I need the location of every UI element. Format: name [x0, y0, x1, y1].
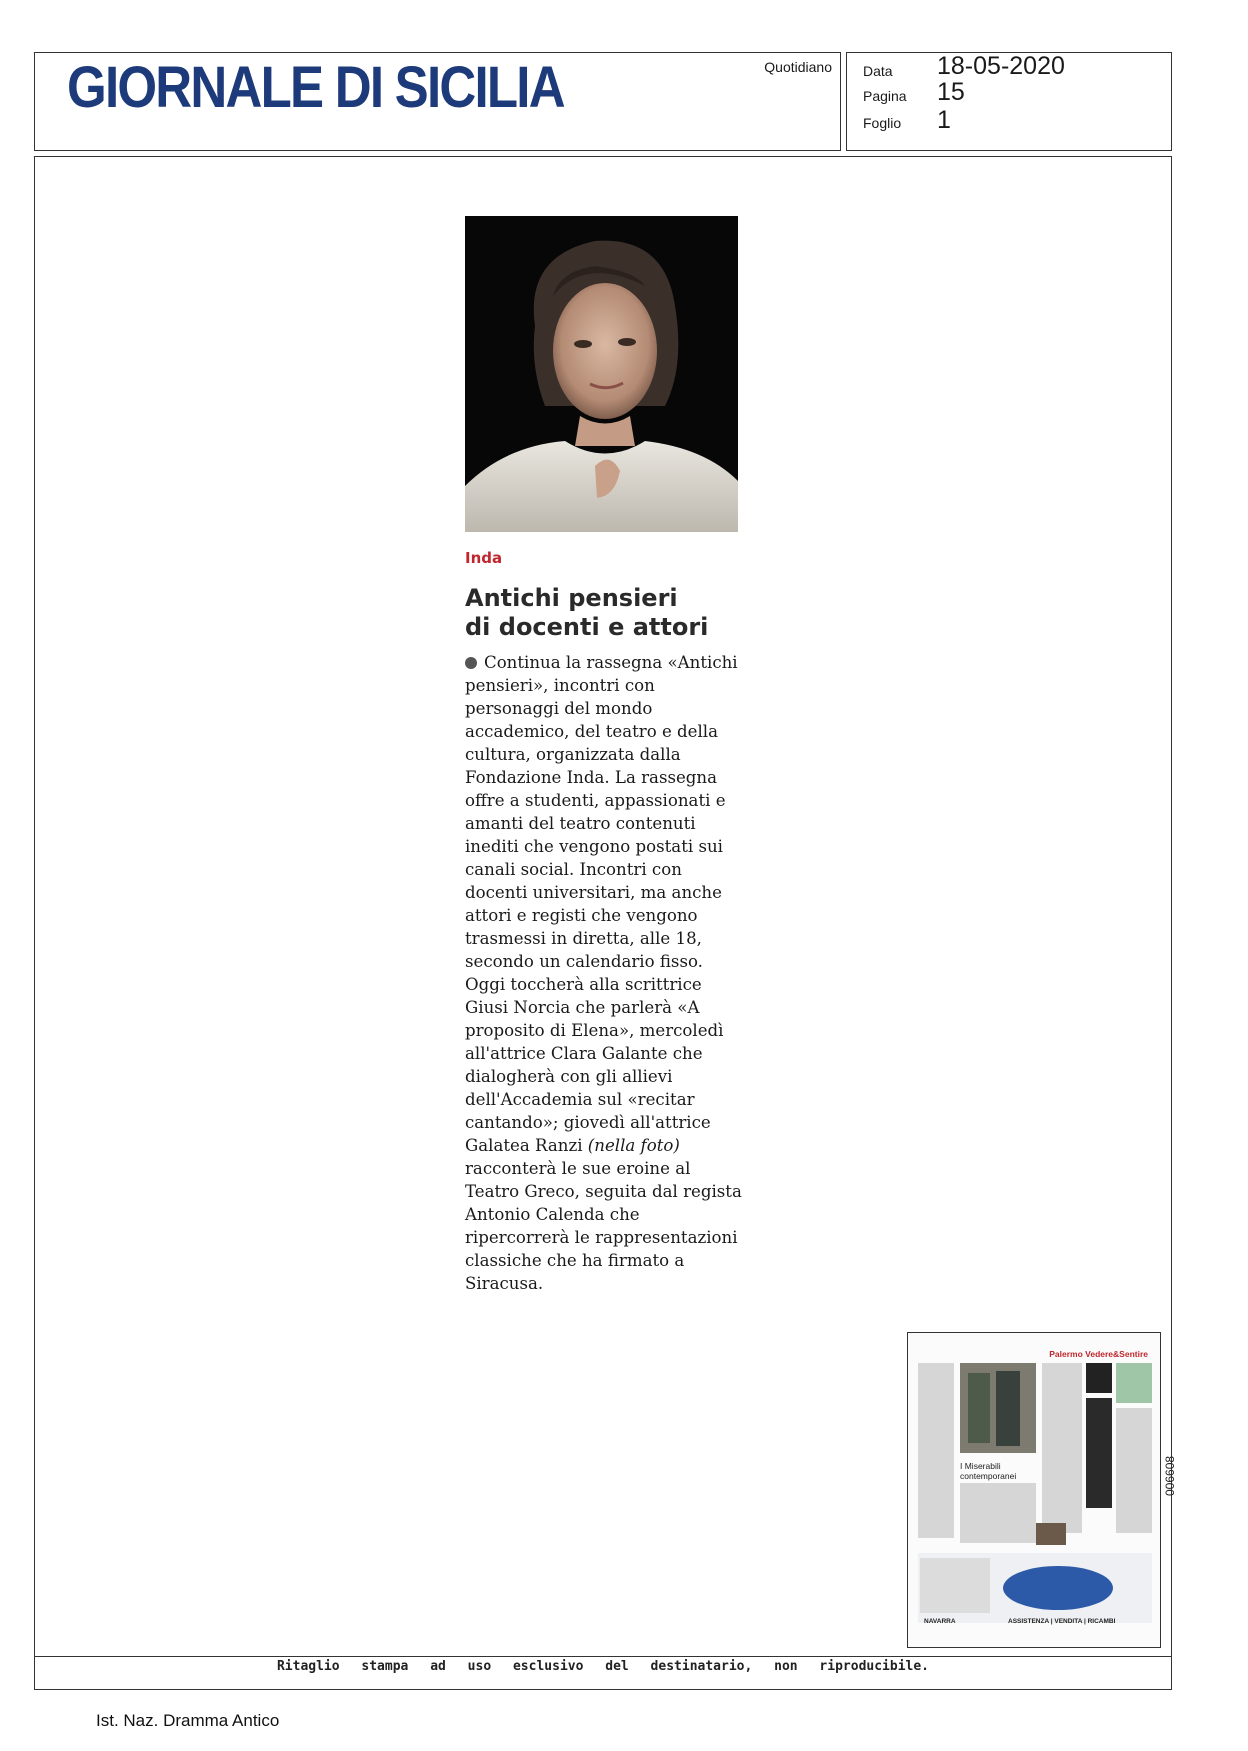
thumbnail-title-line-1: I Miserabili [960, 1461, 1001, 1471]
footer-divider [34, 1656, 1172, 1657]
source-label: Ist. Naz. Dramma Antico [96, 1711, 280, 1730]
article-headline [465, 584, 765, 642]
header-masthead-box [34, 52, 841, 151]
bullet-icon [465, 657, 477, 669]
article-body [465, 651, 743, 1295]
page-thumbnail [907, 1332, 1161, 1648]
headline-line-2: di docenti e attori [465, 613, 709, 641]
publication-type: Quotidiano [764, 59, 832, 75]
body-part-2: racconterà le sue eroine al Teatro Greco, seguita dal regista Antonio Calenda che ripercorrerà le rappresentazioni classiche che ha firmato a Siracusa. [465, 1159, 742, 1293]
header-meta-box [846, 52, 1172, 151]
thumbnail-story-title [960, 1461, 1016, 1481]
pagina-value: 15 [937, 78, 965, 106]
data-label: Data [863, 63, 893, 79]
thumbnail-section-head: Palermo Vedere&Sentire [1049, 1349, 1148, 1359]
thumbnail-layout-image [908, 1333, 1161, 1648]
article-photo [465, 216, 738, 532]
body-photo-caption-ref: (nella foto) [587, 1136, 680, 1155]
data-value: 18-05-2020 [937, 52, 1065, 80]
thumbnail-title-line-2: contemporanei [960, 1471, 1017, 1481]
article-kicker: Inda [465, 549, 503, 567]
pagina-label: Pagina [863, 88, 907, 104]
side-code: 006608 [1163, 1455, 1177, 1496]
thumbnail-ad-services: ASSISTENZA | VENDITA | RICAMBI [1008, 1618, 1116, 1625]
footer-notice: Ritaglio stampa ad uso esclusivo del destinatario, non riproducibile. [276, 1659, 930, 1674]
thumbnail-ad-brand: NAVARRA [924, 1618, 956, 1625]
portrait-image [465, 216, 738, 532]
foglio-label: Foglio [863, 115, 902, 131]
foglio-value: 1 [937, 106, 951, 134]
headline-line-1: Antichi pensieri [465, 584, 678, 612]
masthead-logo: GIORNALE DI SICILIA [67, 55, 564, 120]
body-part-1: Continua la rassegna «Antichi pensieri», incontri con personaggi del mondo accademico, del teatro e della cultura, organizzata dalla Fondazione Inda. La rassegna offre a studenti, appassionati e amanti del teatro contenuti inediti che vengono postati sui canali social. Incontri con docenti universitari, ma anche attori e registi che vengono trasmessi in diretta, alle 18, secondo un calendario fisso. Oggi toccherà alla scrittrice Giusi Norcia che parlerà «A proposito di Elena», mercoledì all'attrice Clara Galante che dialogherà con gli allievi dell'Accademia sul «recitar cantando»; giovedì all'attrice Galatea Ranzi [465, 653, 738, 1155]
